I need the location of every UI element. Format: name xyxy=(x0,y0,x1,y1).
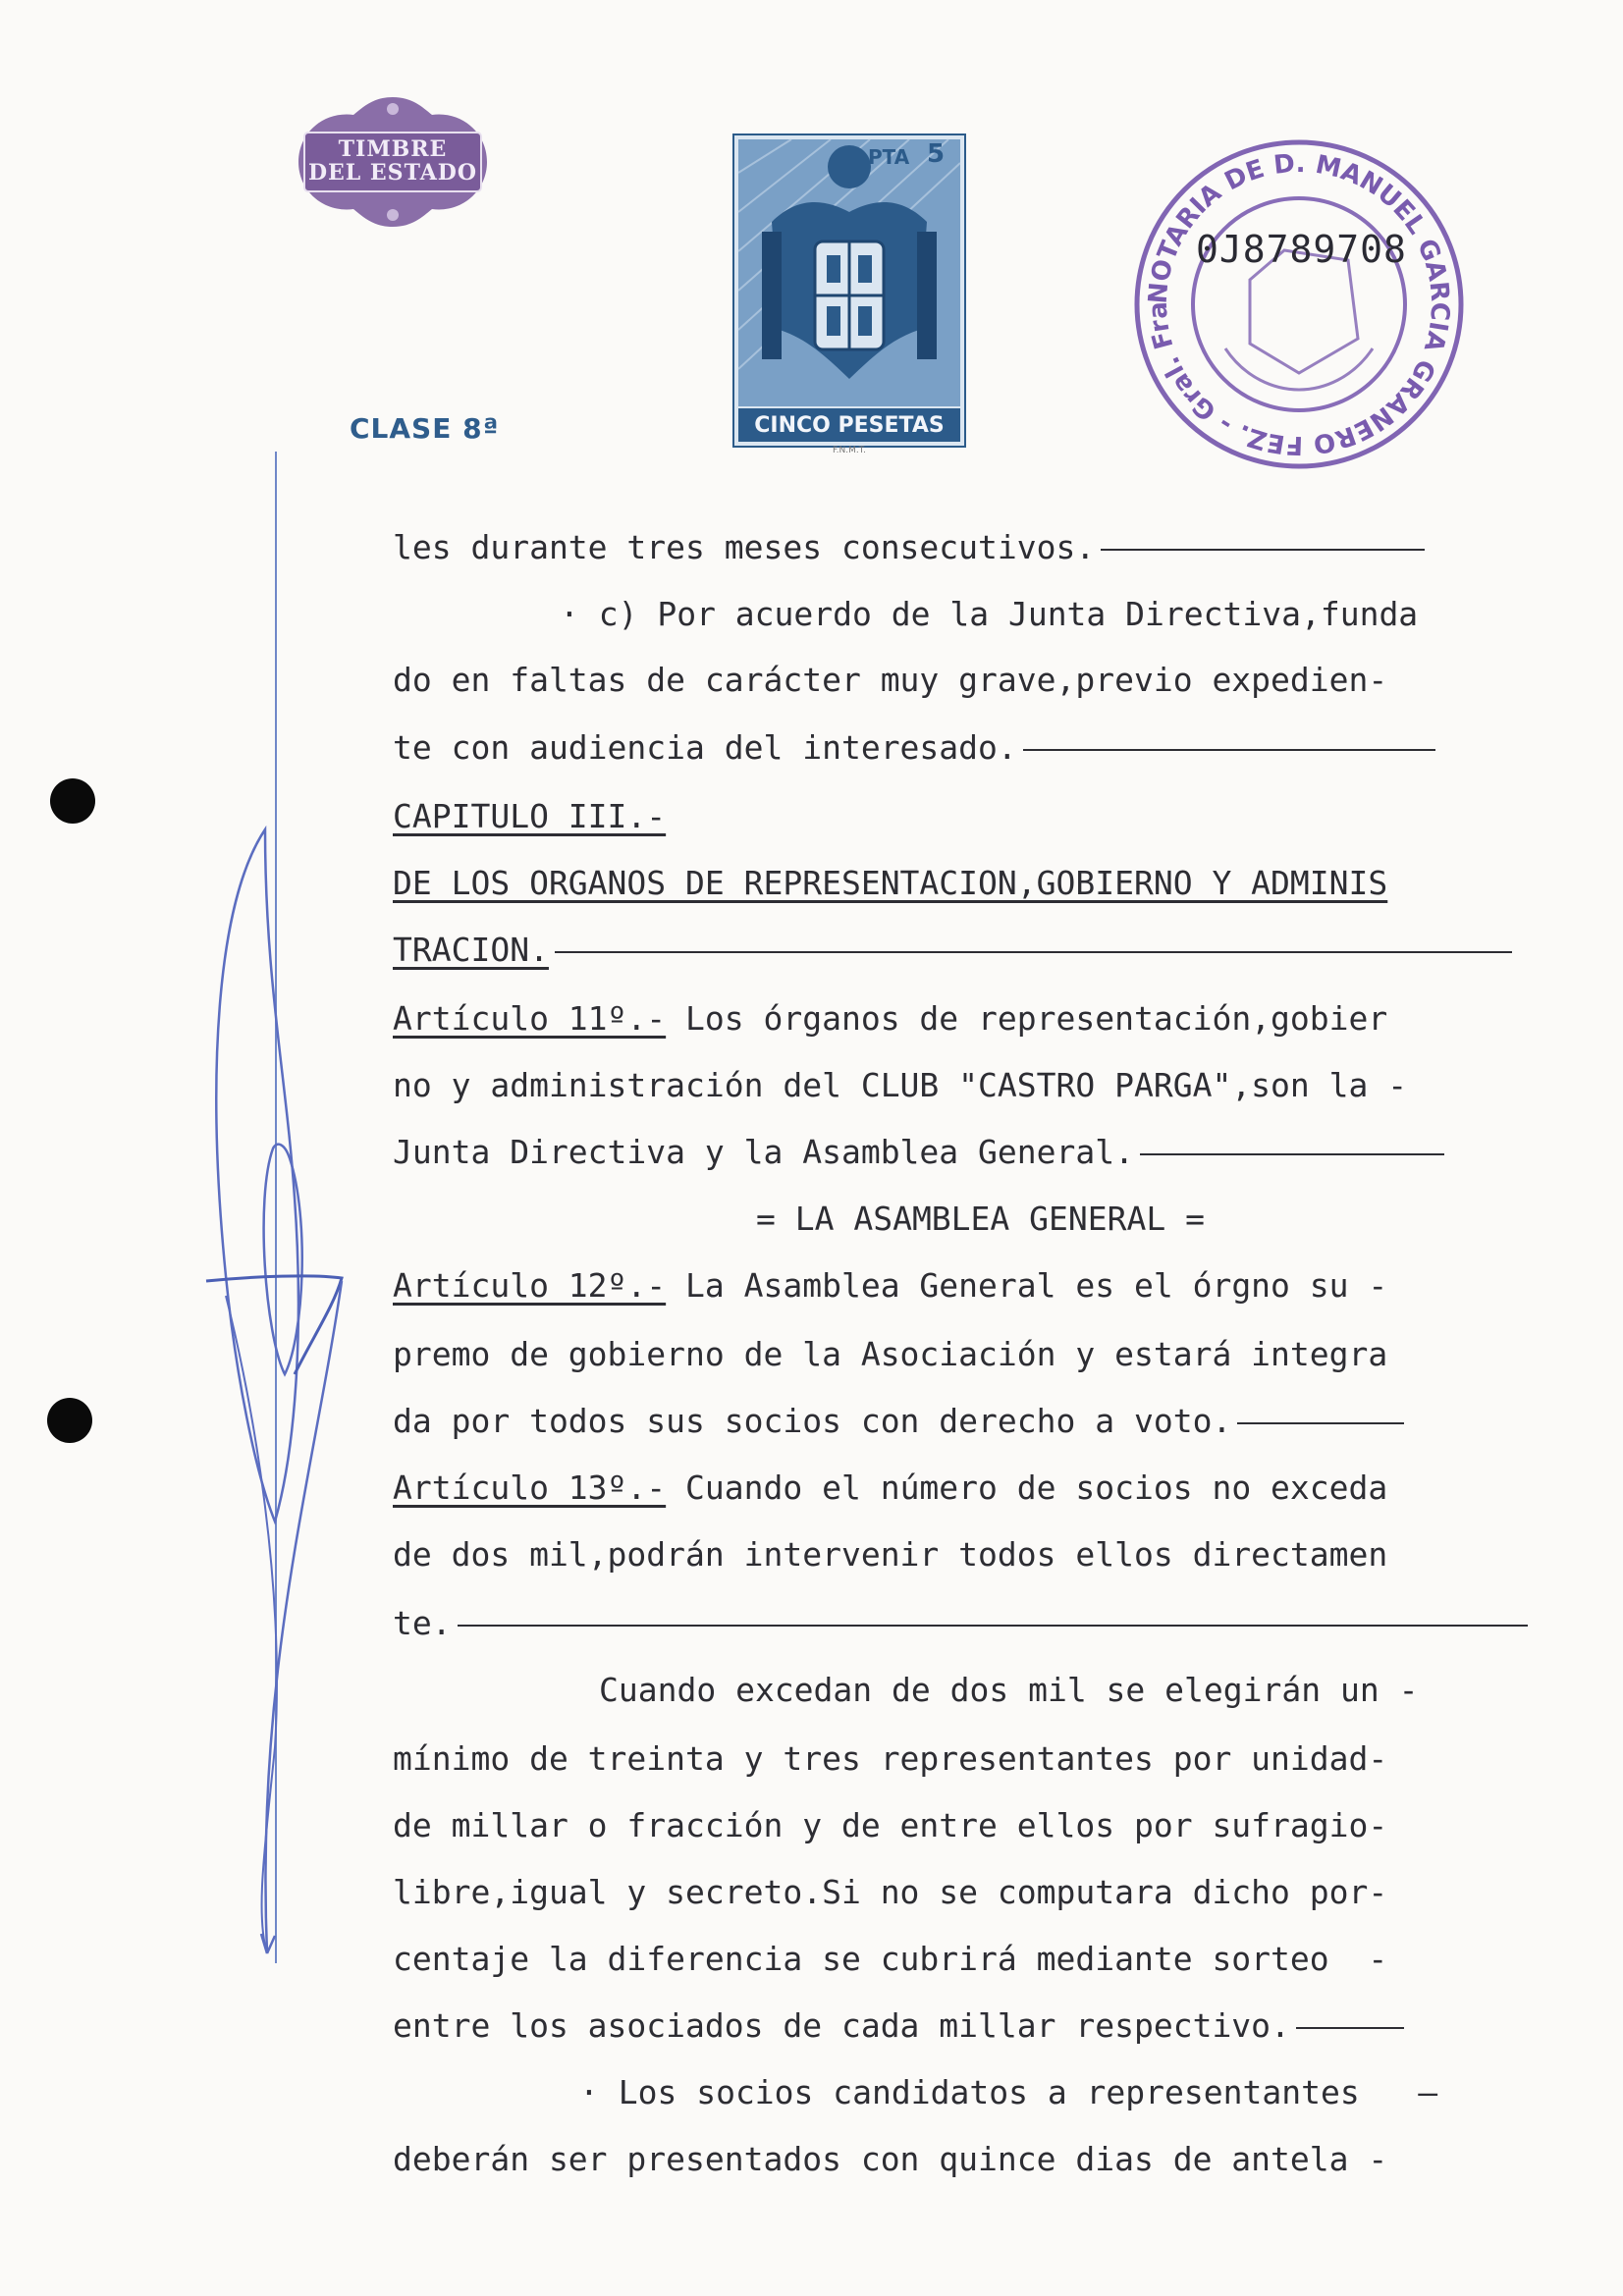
stamp-denomination: CINCO PESETAS xyxy=(754,413,945,438)
article-heading: Artículo 12º.- xyxy=(393,1266,667,1305)
body-line: TRACION. xyxy=(393,931,1512,970)
body-line: da por todos sus socios con derecho a voto. xyxy=(393,1402,1404,1441)
body-line: centaje la diferencia se cubrirá mediante sorteo - xyxy=(393,1940,1388,1978)
serial-number: 0J8789708 xyxy=(1196,228,1407,271)
stamp-price-value: 5 xyxy=(927,139,946,169)
article-11: Artículo 11º.- Los órganos de representación,gobier xyxy=(393,999,1388,1038)
seal-arc-text: NOTARIA DE D. MANUEL GARCIA GRANERO FEZ. - Gral. Fra xyxy=(1143,148,1455,460)
body-line: deberán ser presentados con quince dias de antela - xyxy=(393,2140,1388,2178)
body-line: te con audiencia del interesado. xyxy=(393,728,1435,768)
body-line: te. xyxy=(393,1604,1528,1643)
body-line: les durante tres meses consecutivos. xyxy=(393,528,1425,567)
stamp-maker-mark: F.N.M.T. xyxy=(832,446,867,455)
timbre-label: TIMBRE DEL ESTADO xyxy=(307,136,478,186)
body-line: entre los asociados de cada millar respectivo. xyxy=(393,2006,1404,2046)
section-heading: DE LOS ORGANOS DE REPRESENTACION,GOBIERNO Y ADMINIS xyxy=(393,864,1388,902)
body-line: mínimo de treinta y tres representantes por unidad- xyxy=(393,1739,1388,1778)
body-line: do en faltas de carácter muy grave,previo expedien- xyxy=(393,661,1388,699)
body-line: de millar o fracción y de entre ellos por sufragio- xyxy=(393,1806,1388,1844)
body-line: Cuando excedan de dos mil se elegirán un - xyxy=(599,1671,1419,1709)
clase-label: CLASE 8ª xyxy=(350,412,500,445)
article-12: Artículo 12º.- La Asamblea General es el órgno su - xyxy=(393,1266,1388,1305)
chapter-heading: CAPITULO III.- xyxy=(393,797,667,835)
stamp-price-label: PTA xyxy=(868,145,910,169)
article-13: Artículo 13º.- Cuando el número de socios no exceda xyxy=(393,1468,1388,1507)
article-heading: Artículo 13º.- xyxy=(393,1468,667,1507)
body-line: · Los socios candidatos a representantes — xyxy=(579,2073,1438,2111)
body-line: libre,igual y secreto.Si no se computara dicho por- xyxy=(393,1873,1388,1911)
body-line: · c) Por acuerdo de la Junta Directiva,funda xyxy=(560,595,1419,633)
body-line: premo de gobierno de la Asociación y estará integra xyxy=(393,1335,1388,1373)
body-line: de dos mil,podrán intervenir todos ellos directamen xyxy=(393,1535,1388,1574)
body-line: no y administración del CLUB "CASTRO PARGA",son la - xyxy=(393,1066,1408,1104)
section-title: = LA ASAMBLEA GENERAL = xyxy=(756,1200,1205,1238)
article-heading: Artículo 11º.- xyxy=(393,999,667,1038)
body-line: Junta Directiva y la Asamblea General. xyxy=(393,1133,1444,1172)
